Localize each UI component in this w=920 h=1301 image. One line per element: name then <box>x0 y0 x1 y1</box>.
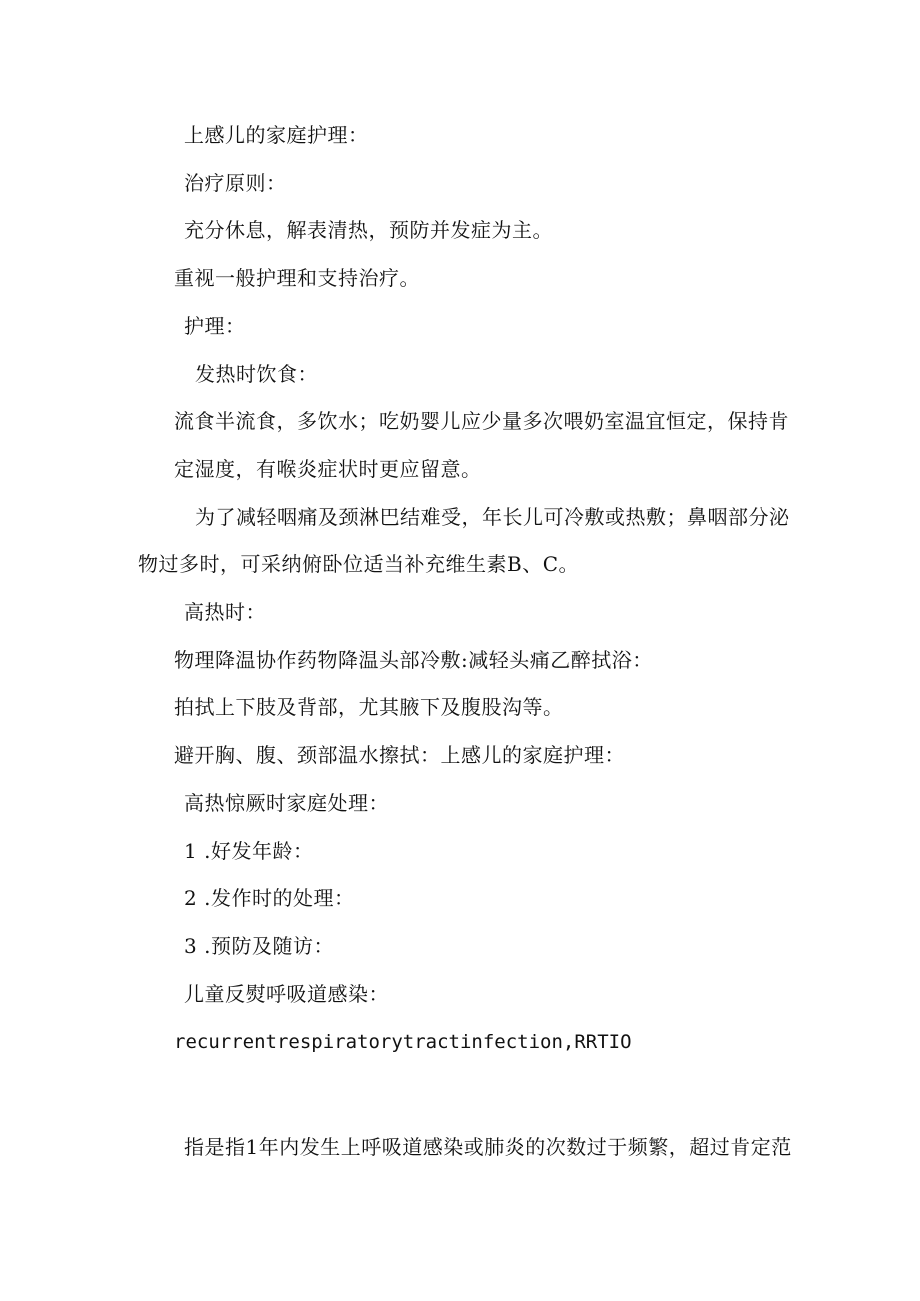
paragraph-line: 物过多时，可采纳俯卧位适当补充维生素B、C。 <box>138 552 579 576</box>
heading-rrti: 儿童反熨呼吸道感染： <box>184 982 389 1006</box>
list-item: 2 .发作时的处理： <box>184 886 355 910</box>
english-term: recurrentrespiratorytractinfection,RRTIO <box>174 1031 632 1053</box>
paragraph-line: 流食半流食，多饮水；吃奶婴儿应少量多次喂奶室温宜恒定，保持肯 <box>174 409 789 433</box>
heading-fever-diet: 发热时饮食： <box>195 362 318 386</box>
paragraph-line: 指是指1年内发生上呼吸道感染或肺炎的次数过于频繁，超过肯定范 <box>184 1135 792 1159</box>
section-title-care: 上感儿的家庭护理： <box>184 123 369 147</box>
paragraph-line: 为了减轻咽痛及颈淋巴结难受，年长儿可冷敷或热敷；鼻咽部分泌 <box>195 505 790 529</box>
paragraph-line: 定湿度，有喉炎症状时更应留意。 <box>174 457 482 481</box>
paragraph-line: 重视一般护理和支持治疗。 <box>174 266 420 290</box>
heading-febrile-convulsion: 高热惊厥时家庭处理： <box>184 791 389 815</box>
heading-treatment-principle: 治疗原则： <box>184 171 287 195</box>
list-item: 3 .预防及随访： <box>184 934 334 958</box>
heading-care: 护理： <box>184 314 246 338</box>
paragraph-line: 充分休息，解表清热，预防并发症为主。 <box>184 218 553 242</box>
paragraph-line: 拍拭上下肢及背部，尤其腋下及腹股沟等。 <box>174 695 564 719</box>
heading-high-fever: 高热时： <box>184 600 266 624</box>
list-item: 1 .好发年龄： <box>184 839 314 863</box>
paragraph-line: 避开胸、腹、颈部温水擦拭：上感儿的家庭护理： <box>174 743 625 767</box>
paragraph-line: 物理降温协作药物降温头部冷敷:减轻头痛乙醉拭浴： <box>174 648 653 672</box>
